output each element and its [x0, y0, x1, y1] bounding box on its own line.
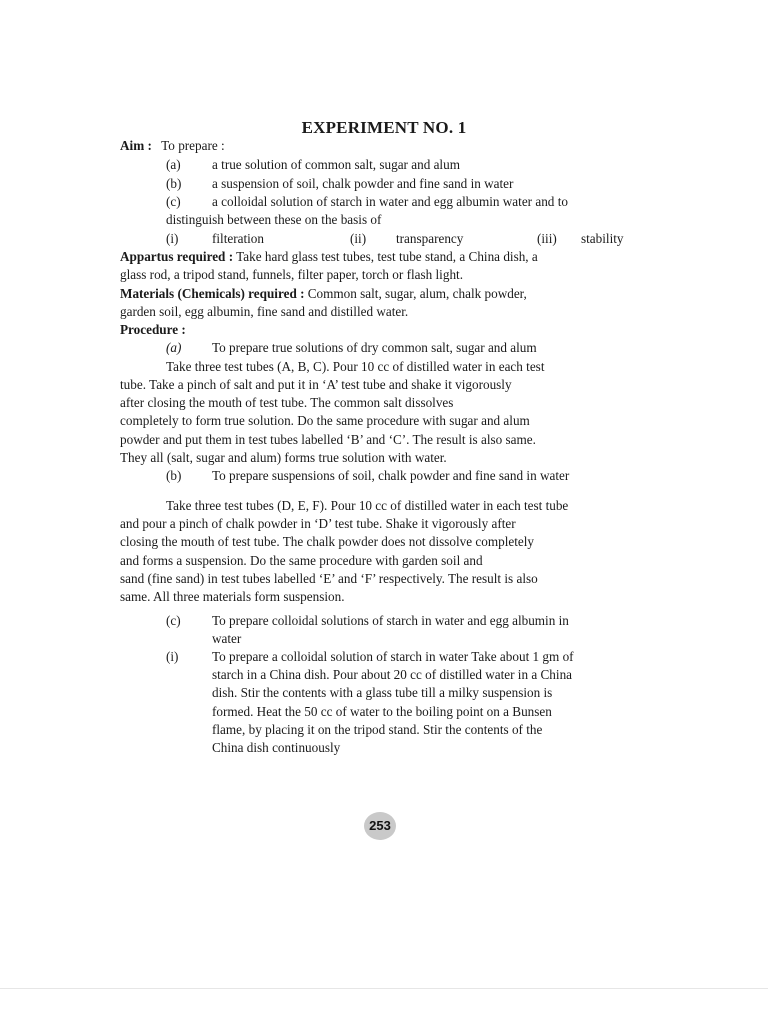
aim-item-b [166, 175, 513, 193]
paragraph-line: starch in a China dish. Pour about 20 cc of distilled water in a China [212, 667, 573, 682]
paragraph-line: same. All three materials form suspension. [120, 589, 345, 604]
page-number-badge: 253 [364, 812, 396, 840]
procedure-b-heading [166, 467, 569, 485]
paragraph-line: China dish continuously [212, 740, 341, 755]
aim-item-c [166, 193, 568, 211]
paragraph-line: completely to form true solution. Do the same procedure with sugar and alum [120, 413, 530, 428]
materials-line [120, 285, 527, 303]
aim-continuation: distinguish between these on the basis of [166, 212, 382, 227]
paragraph-line: Take three test tubes (A, B, C). Pour 10 cc of distilled water in each test [166, 359, 545, 374]
paragraph-line: powder and put them in test tubes labelled ‘B’ and ‘C’. The result is also same. [120, 432, 536, 447]
page-title: EXPERIMENT NO. 1 [301, 118, 467, 137]
aim-label: Aim : [120, 138, 152, 153]
paragraph-line: after closing the mouth of test tube. The common salt dissolves [120, 395, 454, 410]
apparatus-text: Take hard glass test tubes, test tube stand, a China dish, a [236, 249, 538, 264]
apparatus-text: glass rod, a tripod stand, funnels, filter paper, torch or flash light. [120, 267, 463, 282]
procedure-i-label: (i) [166, 649, 179, 664]
apparatus-line [120, 248, 538, 266]
page-bottom-divider [0, 988, 768, 989]
paragraph-line: water [212, 631, 242, 646]
paragraph-line: formed. Heat the 50 cc of water to the boiling point on a Bunsen [212, 704, 552, 719]
paragraph-line: and pour a pinch of chalk powder in ‘D’ test tube. Shake it vigorously after [120, 516, 516, 531]
aim-item-text: a true solution of common salt, sugar and alum [212, 157, 460, 172]
aim-item-text: a colloidal solution of starch in water and egg albumin water and to [212, 194, 568, 209]
procedure-a-label: (a) [166, 340, 182, 355]
procedure-a-title: To prepare true solutions of dry common salt, sugar and alum [212, 340, 537, 355]
criterion-text: transparency [396, 231, 464, 246]
aim-item-text: a suspension of soil, chalk powder and fine sand in water [212, 176, 514, 191]
aim-item-label: (a) [166, 157, 181, 172]
paragraph-line: flame, by placing it on the tripod stand. Stir the contents of the [212, 722, 543, 737]
procedure-a-heading [166, 339, 537, 357]
paragraph-line: To prepare a colloidal solution of starch in water Take about 1 gm of [212, 649, 574, 664]
procedure-label: Procedure : [120, 322, 186, 337]
aim-line [120, 137, 225, 155]
materials-text: Common salt, sugar, alum, chalk powder, [307, 286, 527, 301]
criterion-label: (i) [166, 231, 179, 246]
paragraph-line: Take three test tubes (D, E, F). Pour 10 cc of distilled water in each test tube [166, 498, 569, 513]
paragraph-line: and forms a suspension. Do the same procedure with garden soil and [120, 553, 483, 568]
materials-text: garden soil, egg albumin, fine sand and distilled water. [120, 304, 409, 319]
aim-item-label: (c) [166, 194, 181, 209]
criterion-label: (iii) [537, 231, 557, 246]
criterion-text: filteration [212, 231, 264, 246]
criterion-label: (ii) [350, 231, 367, 246]
paragraph-line: closing the mouth of test tube. The chalk powder does not dissolve completely [120, 534, 534, 549]
procedure-b-label: (b) [166, 468, 182, 483]
criterion-text: stability [581, 231, 624, 246]
aim-item-a [166, 156, 460, 174]
procedure-c-label: (c) [166, 613, 181, 628]
paragraph-line: tube. Take a pinch of salt and put it in ‘A’ test tube and shake it vigorously [120, 377, 512, 392]
paragraph-line: They all (salt, sugar and alum) forms true solution with water. [120, 450, 447, 465]
paragraph-line: sand (fine sand) in test tubes labelled ‘E’ and ‘F’ respectively. The result is also [120, 571, 538, 586]
paragraph-line: To prepare colloidal solutions of starch in water and egg albumin in [212, 613, 569, 628]
materials-label: Materials (Chemicals) required : [120, 286, 305, 301]
procedure-b-title: To prepare suspensions of soil, chalk powder and fine sand in water [212, 468, 570, 483]
aim-text: To prepare : [161, 138, 225, 153]
apparatus-label: Appartus required : [120, 249, 234, 264]
paragraph-line: dish. Stir the contents with a glass tube till a milky suspension is [212, 685, 553, 700]
aim-item-label: (b) [166, 176, 182, 191]
